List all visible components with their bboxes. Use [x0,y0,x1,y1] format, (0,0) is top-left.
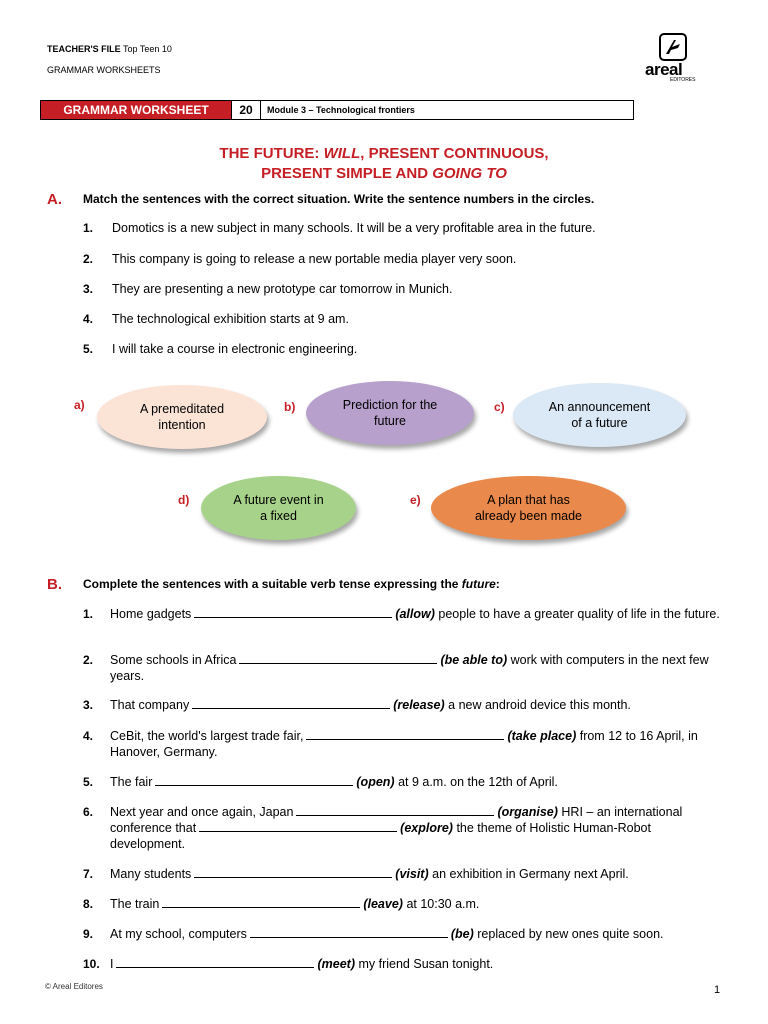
title-part: , PRESENT CONTINUOUS, [360,145,549,162]
worksheet-number: 20 [231,101,261,119]
footer-copyright: © Areal Editores [45,982,103,991]
verb-hint: (be able to) [440,653,508,667]
verb-hint: (leave) [363,897,403,911]
item-text: The fair [110,775,153,789]
bubble-c-label: c) [494,400,505,414]
exercise-item [110,774,722,790]
item-text: the theme of Holistic Human-Robot development. [110,821,651,851]
verb-hint: (meet) [317,957,355,971]
item-text: my friend Susan tonight. [358,957,494,971]
verb-hint: (explore) [400,821,453,835]
answer-blank[interactable] [162,896,360,908]
item-number: 1. [83,607,94,621]
title-part-italic: GOING TO [432,165,507,182]
exercise-item [110,926,722,942]
item-text: work with computers in the next few years. [110,653,709,683]
item-text: at 9 a.m. on the 12th of April. [398,775,558,789]
bubble-d[interactable] [201,476,356,540]
item-text: Many students [110,867,192,881]
bubble-c-text: An announcement of a future [548,400,651,430]
item-text: They are presenting a new prototype car tomorrow in Munich. [112,282,453,296]
item-number: 7. [83,867,94,881]
answer-blank[interactable] [239,652,437,664]
item-number: 5. [83,775,94,789]
bubble-a-text: A premeditated intention [139,402,225,432]
item-number: 10. [83,957,100,971]
verb-hint: (open) [356,775,395,789]
exercise-item [110,697,722,713]
answer-blank[interactable] [194,866,392,878]
item-number: 6. [83,805,94,819]
worksheet-title: GRAMMAR WORKSHEET [41,101,231,119]
exercise-item [110,606,722,622]
item-text: from 12 to 16 April, in Hanover, Germany. [110,729,698,759]
item-number: 8. [83,897,94,911]
item-text: This company is going to release a new portable media player very soon. [112,252,517,266]
section-b-letter: B. [47,576,62,593]
item-text: The technological exhibition starts at 9 am. [112,312,349,326]
exercise-item [110,866,722,882]
item-text: a new android device this month. [448,698,631,712]
item-number: 2. [83,252,94,266]
instruction-part: : [495,577,500,591]
instruction-part: Complete the sentences with a suitable verb tense expressing the [83,577,462,591]
teachers-file-line [47,44,172,54]
item-text: Home gadgets [110,607,192,621]
item-text: That company [110,698,190,712]
item-text: The train [110,897,160,911]
section-b-instruction [83,577,500,591]
worksheet-bar [40,100,634,120]
verb-hint: (be) [450,927,474,941]
verb-hint: (release) [393,698,445,712]
answer-blank[interactable] [116,956,314,968]
areal-logo-subtext: EDITORES [670,77,696,83]
section-a-letter: A. [47,191,62,208]
exercise-item [110,896,722,912]
exercise-item [110,652,722,684]
item-text: HRI – an international conference that [110,805,683,835]
exercise-item [110,804,722,852]
bubble-d-label: d) [178,493,190,507]
item-text: CeBit, the world's largest trade fair, [110,729,304,743]
item-number: 4. [83,312,94,326]
page-title-line1 [0,145,768,162]
answer-blank[interactable] [194,606,392,618]
page-title-line2 [0,165,768,182]
item-number: 2. [83,653,94,667]
item-number: 4. [83,729,94,743]
item-text: I [110,957,114,971]
bubble-e-text: A plan that has already been made [474,493,583,523]
title-part-italic: WILL [323,145,361,162]
item-text: Domotics is a new subject in many schools. It will be a very profitable area in the future. [112,221,596,235]
teachers-file-label: TEACHER'S FILE [47,44,121,54]
item-number: 3. [83,698,94,712]
item-text: people to have a greater quality of life in the future. [438,607,720,621]
header-subtitle: GRAMMAR WORKSHEETS [47,65,161,75]
bubble-a-label: a) [74,398,85,412]
item-number: 1. [83,221,94,235]
section-a-instruction: Match the sentences with the correct situation. Write the sentence numbers in the circles. [83,192,595,206]
answer-blank[interactable] [199,820,397,832]
title-part: THE FUTURE: [219,145,324,162]
bubble-b-label: b) [284,400,296,414]
bubble-b-text: Prediction for the future [342,398,438,428]
item-number: 5. [83,342,94,356]
areal-logo-text: areal [645,60,683,79]
answer-blank[interactable] [306,728,504,740]
answer-blank[interactable] [155,774,353,786]
answer-blank[interactable] [296,804,494,816]
bubble-e-label: e) [410,493,421,507]
item-text: I will take a course in electronic engineering. [112,342,358,356]
bubble-c[interactable] [513,383,686,447]
verb-hint: (visit) [395,867,429,881]
item-text: At my school, computers [110,927,247,941]
answer-blank[interactable] [250,926,448,938]
page-number: 1 [714,984,721,996]
item-text: Some schools in Africa [110,653,237,667]
instruction-part-italic: future [461,577,496,591]
item-number: 3. [83,282,94,296]
bubble-d-text: A future event in a fixed [233,493,324,523]
verb-hint: (allow) [395,607,435,621]
item-text: replaced by new ones quite soon. [477,927,664,941]
worksheet-module: Module 3 – Technological frontiers [267,105,415,115]
verb-hint: (organise) [497,805,558,819]
item-number: 9. [83,927,94,941]
bubble-b[interactable] [306,381,474,445]
bubble-e[interactable] [431,476,626,540]
item-text: an exhibition in Germany next April. [432,867,629,881]
bubble-a[interactable] [97,385,267,449]
exercise-item [110,728,722,760]
answer-blank[interactable] [192,697,390,709]
verb-hint: (take place) [507,729,577,743]
areal-logo-icon [659,33,687,61]
title-part: PRESENT SIMPLE AND [261,165,433,182]
item-text: at 10:30 a.m. [406,897,480,911]
book-name: Top Teen 10 [123,44,172,54]
exercise-item [110,956,722,972]
item-text: Next year and once again, Japan [110,805,294,819]
